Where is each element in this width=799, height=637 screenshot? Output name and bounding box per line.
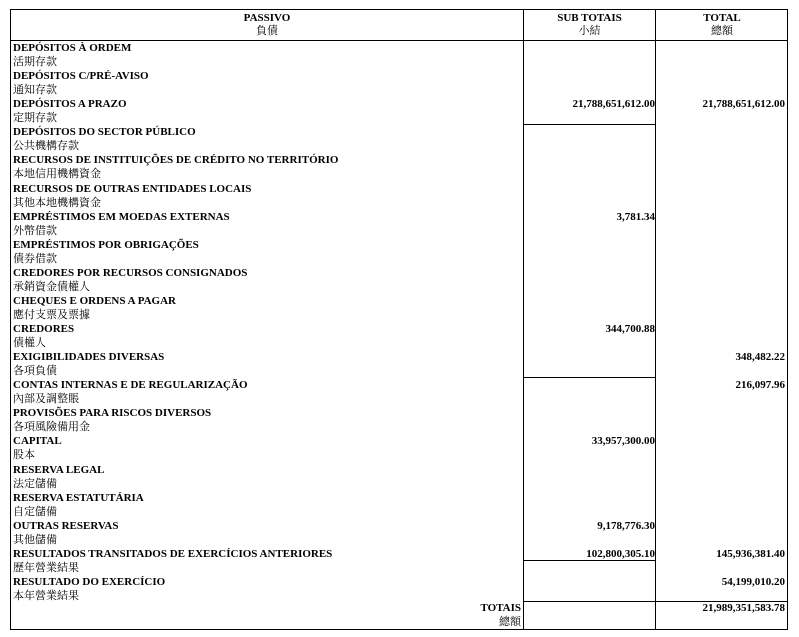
header-total <box>656 12 788 38</box>
subtotal-value: 9,178,776.30 <box>597 519 655 532</box>
column-divider <box>523 10 524 629</box>
account-name-pt: EXIGIBILIDADES DIVERSAS <box>13 351 165 364</box>
table-row-label <box>13 406 211 434</box>
account-name-zh: 各項風險備用金 <box>13 421 90 434</box>
table-row-label <box>13 350 164 378</box>
account-name-pt: CONTAS INTERNAS E DE REGULARIZAÇÃO <box>13 379 248 392</box>
account-name-zh: 法定儲備 <box>13 477 57 490</box>
account-name-zh: 外幣借款 <box>13 224 57 237</box>
header-subtotais <box>524 12 655 38</box>
account-name-pt: CREDORES POR RECURSOS CONSIGNADOS <box>13 266 248 279</box>
total-value: 348,482.22 <box>735 351 785 364</box>
account-name-zh: 股本 <box>13 449 35 462</box>
table-row-label <box>13 266 247 294</box>
header-subtotais-label-zh: 小結 <box>578 25 601 37</box>
account-name-zh: 債券借款 <box>13 252 57 265</box>
header-total-label: TOTAL <box>703 12 741 24</box>
subtotal-value: 3,781.34 <box>616 210 655 223</box>
subtotal-group-divider <box>523 377 655 378</box>
account-name-zh: 承銷資金債權人 <box>13 280 90 293</box>
column-divider <box>655 10 656 629</box>
account-name-pt: CREDORES <box>13 323 75 335</box>
subtotal-value: 344,700.88 <box>605 323 655 335</box>
table-row-label <box>13 491 144 519</box>
account-name-zh: 內部及調整賬 <box>13 393 79 406</box>
table-row-label <box>13 463 104 491</box>
account-name-pt: EMPRÉSTIMOS POR OBRIGAÇÕES <box>13 238 199 251</box>
account-name-zh: 公共機構存款 <box>13 140 79 153</box>
total-value: 54,199,010.20 <box>721 575 785 588</box>
subtotal-value: 21,788,651,612.00 <box>572 98 655 111</box>
account-name-zh: 應付支票及票據 <box>13 308 90 321</box>
account-name-pt: DEPÓSITOS À ORDEM <box>13 42 132 54</box>
table-row-label <box>13 294 176 322</box>
table-row-label <box>13 238 199 266</box>
account-name-zh: 自定儲備 <box>13 505 57 518</box>
table-row-label <box>13 153 338 181</box>
account-name-pt: EMPRÉSTIMOS EM MOEDAS EXTERNAS <box>13 210 230 223</box>
total-value: 216,097.96 <box>735 379 785 392</box>
table-row-label <box>13 434 62 462</box>
header-total-label-zh: 總額 <box>711 25 733 37</box>
total-value: 21,788,651,612.00 <box>702 98 785 111</box>
account-name-pt: RESERVA ESTATUTÁRIA <box>13 491 144 504</box>
table-row-label <box>13 41 131 69</box>
table-row-label <box>13 97 127 125</box>
header-passivo <box>11 12 523 38</box>
account-name-pt: RECURSOS DE OUTRAS ENTIDADES LOCAIS <box>13 182 252 195</box>
table-row-label <box>13 547 332 575</box>
account-name-zh: 定期存款 <box>13 112 57 125</box>
account-name-pt: RESULTADO DO EXERCÍCIO <box>13 575 166 588</box>
account-name-zh: 其他本地機構資金 <box>13 196 101 209</box>
total-value: 145,936,381.40 <box>716 547 785 560</box>
table-row-label <box>13 519 118 547</box>
account-name-pt: DEPÓSITOS C/PRÉ-AVISO <box>13 70 149 83</box>
account-name-zh: 其他儲備 <box>13 533 57 546</box>
account-name-zh: 活期存款 <box>13 56 57 68</box>
account-name-zh: 本地信用機構資金 <box>13 168 101 181</box>
account-name-pt: DEPÓSITOS DO SECTOR PÚBLICO <box>13 126 196 139</box>
account-name-zh: 債權人 <box>13 337 46 349</box>
account-name-pt: RESULTADOS TRANSITADOS DE EXERCÍCIOS ANTERIORES <box>13 547 333 560</box>
table-row-label <box>13 378 248 406</box>
account-name-pt: CHEQUES E ORDENS A PAGAR <box>13 294 176 307</box>
account-name-pt: OUTRAS RESERVAS <box>13 519 119 532</box>
totals-label-pt: TOTAIS <box>480 602 521 614</box>
table-row-label <box>13 69 149 97</box>
account-name-zh: 本年營業結果 <box>13 589 79 602</box>
header-passivo-label-zh: 負債 <box>256 25 278 37</box>
subtotal-value: 102,800,305.10 <box>586 547 655 560</box>
table-row-label <box>13 322 74 350</box>
grand-total-value: 21,989,351,583.78 <box>702 602 785 614</box>
account-name-zh: 各項負債 <box>13 365 57 378</box>
account-name-pt: PROVISÕES PARA RISCOS DIVERSOS <box>13 407 212 420</box>
subtotal-group-divider <box>523 124 655 125</box>
totals-label <box>311 601 521 629</box>
account-name-pt: CAPITAL <box>13 435 62 448</box>
account-name-pt: RECURSOS DE INSTITUIÇÕES DE CRÉDITO NO TERRITÓRIO <box>13 154 339 167</box>
table-row-label <box>13 210 230 238</box>
totals-label-zh: 總額 <box>499 616 521 628</box>
balance-sheet-liabilities-table <box>10 9 788 630</box>
header-passivo-label: PASSIVO <box>243 12 291 24</box>
table-row-label <box>13 125 196 153</box>
header-subtotais-label: SUB TOTAIS <box>557 12 622 24</box>
subtotal-value: 33,957,300.00 <box>591 435 655 448</box>
account-name-pt: RESERVA LEGAL <box>13 463 105 476</box>
table-row-label <box>13 182 251 210</box>
account-name-pt: DEPÓSITOS A PRAZO <box>13 98 127 111</box>
account-name-zh: 通知存款 <box>13 84 57 97</box>
account-name-zh: 歷年營業結果 <box>13 561 79 574</box>
table-row-label <box>13 575 165 603</box>
